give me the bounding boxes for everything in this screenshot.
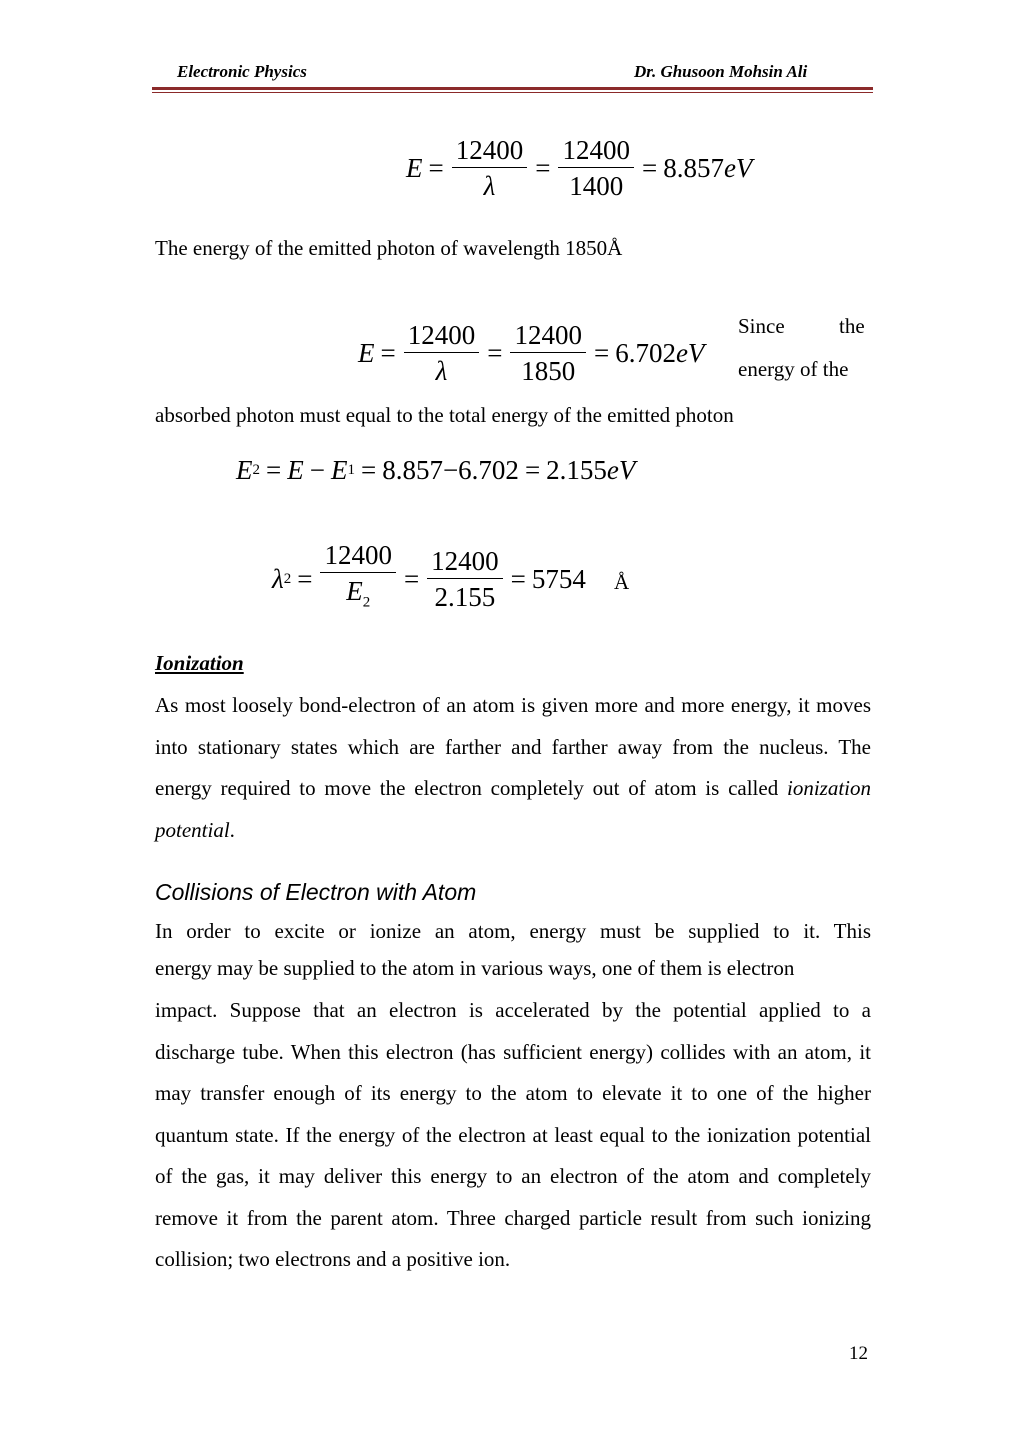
ionization-body: As most loosely bond-electron of an atom is given more and more energy, it moves into stationary states which are farther and farther away from the nucleus. The energy required to move the electron completely out of atom is called — [155, 693, 871, 800]
section-title-collisions: Collisions of Electron with Atom — [155, 879, 477, 905]
eq1-result: 8.857 — [663, 153, 724, 183]
eq3-result: 2.155 — [546, 455, 607, 485]
equals-sign: = — [428, 153, 444, 183]
eq1-den1: λ — [483, 171, 496, 201]
ionization-term: ionization potential — [155, 776, 871, 842]
header-right-author: Dr. Ghusoon Mohsin Ali — [634, 62, 808, 81]
text-the: the — [839, 314, 865, 338]
eq1-unit: eV — [723, 153, 753, 183]
text-energy-of-the: energy of the — [738, 357, 849, 381]
equation-e2 — [236, 455, 635, 486]
equals-sign: = — [380, 338, 396, 368]
eq2-result: 6.702 — [615, 338, 676, 368]
eq2-den1: λ — [435, 356, 448, 386]
eq1-den2: 1400 — [569, 171, 624, 201]
eq1-fraction-1 — [452, 133, 528, 204]
equals-sign: = — [524, 455, 541, 485]
equals-sign: = — [535, 153, 551, 183]
text-emitted-photon: The energy of the emitted photon of wavelength 1850Å — [155, 236, 623, 260]
eq2-fraction-2 — [510, 318, 586, 389]
eq4-result: 5754 — [531, 563, 586, 594]
eq2-unit: eV — [675, 338, 705, 368]
eq3-e2: E — [236, 455, 253, 485]
eq3-sub1: 1 — [347, 462, 355, 478]
eq2-den2: 1850 — [521, 356, 576, 386]
section-title-ionization: Ionization — [155, 651, 244, 675]
eq4-den1: E — [346, 576, 363, 606]
equals-sign: = — [641, 153, 658, 183]
eq4-den1-sub: 2 — [362, 594, 371, 611]
minus-sign: − — [309, 455, 325, 485]
eq4-num1: 12400 — [320, 538, 396, 573]
eq3-expr: 8.857−6.702 — [382, 455, 519, 485]
eq2-lhs: E — [358, 338, 375, 368]
equation-lambda2 — [272, 538, 586, 620]
eq2-num1: 12400 — [404, 318, 480, 353]
equation-energy-1400 — [406, 133, 752, 204]
eq2-fraction-1 — [404, 318, 480, 389]
eq1-num2: 12400 — [558, 133, 634, 168]
eq1-num1: 12400 — [452, 133, 528, 168]
eq3-sub2: 2 — [252, 462, 260, 478]
text-absorbed-photon: absorbed photon must equal to the total energy of the emitted photon — [155, 403, 734, 427]
equation-energy-1850 — [358, 318, 704, 389]
equals-sign: = — [487, 338, 503, 368]
eq4-den2: 2.155 — [434, 581, 496, 612]
eq4-den1-wrap — [342, 573, 374, 620]
eq3-e1: E — [330, 455, 348, 485]
eq3-unit: eV — [606, 455, 636, 485]
eq4-unit-angstrom: Å — [614, 570, 630, 594]
eq1-lhs: E — [406, 153, 423, 183]
eq4-lambda: λ — [272, 563, 284, 594]
header-rule-thin — [152, 92, 873, 93]
equals-sign: = — [510, 563, 526, 594]
equals-sign: = — [266, 455, 282, 485]
collisions-paragraph: impact. Suppose that an electron is accelerated by the potential applied to a discharge tube. When this electron (has sufficient energy) collides with an atom, it may transfer enough of its energy to the atom to elevate it to one of the higher quantum state. If the energy of the electron at least equal to the ionization potential of the gas, it may deliver this energy to an electron of the atom and completely remove it from the parent atom. Three charged particle result from such ionizing collision; two electrons and a positive ion. — [155, 998, 871, 1271]
eq4-sub2: 2 — [283, 570, 292, 587]
text-since: Since — [738, 314, 785, 338]
equals-sign: = — [593, 338, 610, 368]
collisions-line-2: energy may be supplied to the atom in various ways, one of them is electron — [155, 956, 795, 980]
ionization-end: . — [229, 817, 235, 842]
header-left-title: Electronic Physics — [177, 62, 307, 81]
collisions-line-1: In order to excite or ionize an atom, energy must be supplied to it. This — [155, 919, 871, 943]
eq1-fraction-2 — [558, 133, 634, 204]
equals-sign: = — [403, 563, 420, 594]
eq4-fraction-1 — [320, 538, 396, 620]
eq4-num2: 12400 — [427, 544, 503, 579]
equals-sign: = — [360, 455, 377, 485]
header-rule — [152, 87, 873, 90]
eq2-num2: 12400 — [510, 318, 586, 353]
equals-sign: = — [297, 563, 313, 594]
ionization-paragraph — [155, 685, 871, 851]
eq4-fraction-2 — [427, 544, 503, 615]
eq3-e: E — [287, 455, 304, 485]
page-number: 12 — [849, 1343, 868, 1364]
